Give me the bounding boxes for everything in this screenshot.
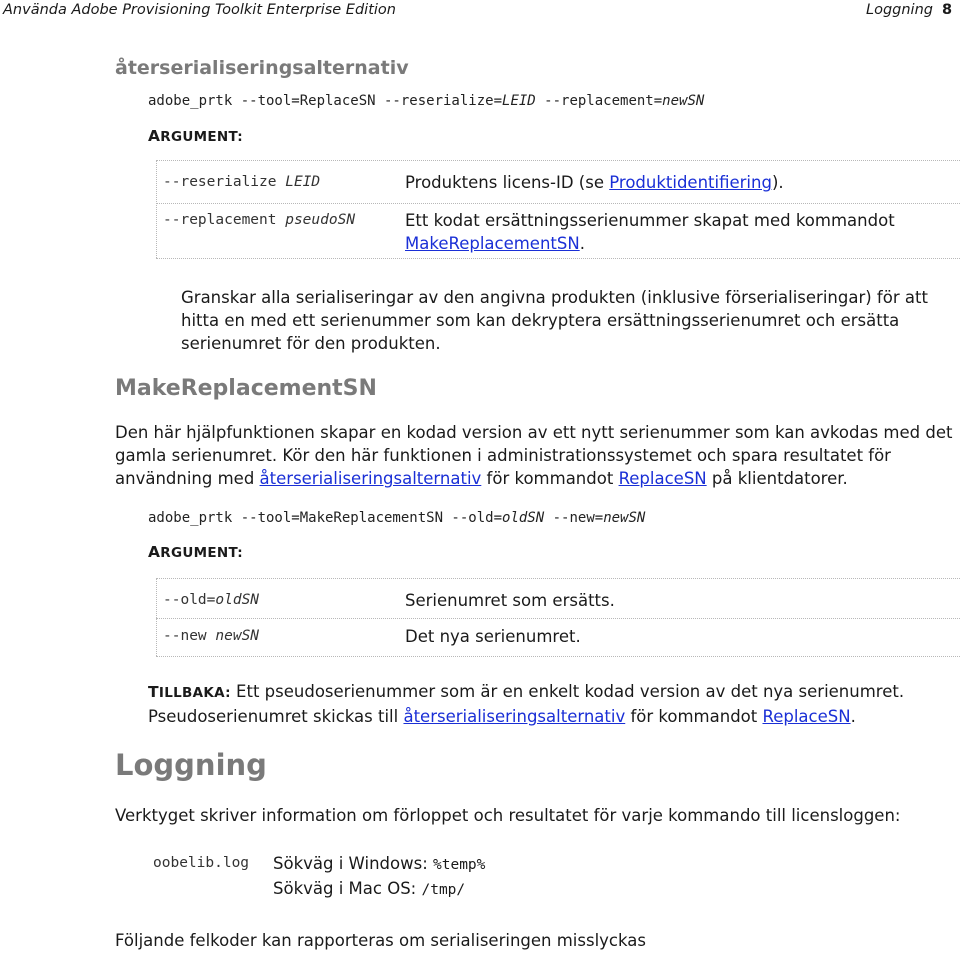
table-rule — [156, 618, 960, 619]
reserialize-heading: återserialiseringsalternativ — [115, 57, 409, 79]
table-divider — [156, 160, 157, 258]
table-divider — [156, 578, 157, 656]
link-reserialize-option[interactable]: återserialiseringsalternativ — [403, 707, 626, 726]
arg-description: Produktens licens-ID (se Produktidentifiering). — [405, 173, 784, 192]
arg-description: Det nya serienumret. — [405, 627, 581, 646]
arguments-label: ARGUMENT: — [148, 127, 243, 145]
link-produktidentifiering[interactable]: Produktidentifiering — [609, 173, 772, 192]
log-file-name: oobelib.log — [153, 855, 250, 871]
arg-flag: --new newSN — [163, 628, 260, 644]
make-replacement-command: adobe_prtk --tool=MakeReplacementSN --old=oldSN --new=newSN — [148, 510, 646, 526]
logging-heading: Loggning — [115, 748, 267, 782]
reserialize-description: Granskar alla serialiseringar av den angivna produkten (inklusive förserialiseringar) för att hitta en med ett serienummer som kan dekryptera ersättningsserienumret och ersätta serienumret för den produkten. — [181, 288, 928, 353]
logging-intro: Verktyget skriver information om förloppet och resultatet för varje kommando till licensloggen: — [115, 806, 901, 825]
arg-flag: --reserialize LEID — [163, 174, 321, 190]
arg-description: Ett kodat ersättningsserienummer skapat med kommandot MakeReplacementSN. — [405, 211, 895, 253]
log-paths: Sökväg i Windows: %temp% Sökväg i Mac OS: /tmp/ — [273, 854, 486, 898]
section-name: Loggning — [866, 2, 933, 18]
make-replacement-heading: MakeReplacementSN — [115, 376, 377, 401]
link-makereplacementsn[interactable]: MakeReplacementSN — [405, 234, 580, 253]
arg-flag: --old=oldSN — [163, 592, 260, 608]
arg-flag: --replacement pseudoSN — [163, 212, 356, 228]
table-rule — [156, 258, 960, 259]
table-rule — [156, 160, 960, 161]
document-title: Använda Adobe Provisioning Toolkit Enterprise Edition — [3, 2, 396, 18]
table-rule — [156, 656, 960, 657]
arguments-label: ARGUMENT: — [148, 543, 243, 561]
arg-description: Serienumret som ersätts. — [405, 591, 615, 610]
link-replacesn[interactable]: ReplaceSN — [618, 469, 707, 488]
reserialize-command: adobe_prtk --tool=ReplaceSN --reserialize=LEID --replacement=newSN — [148, 93, 705, 109]
page-number: 8 — [942, 2, 953, 18]
link-reserialize-option[interactable]: återserialiseringsalternativ — [259, 469, 482, 488]
error-codes-intro: Följande felkoder kan rapporteras om serialiseringen misslyckas — [115, 931, 646, 950]
link-replacesn[interactable]: ReplaceSN — [762, 707, 851, 726]
table-rule — [156, 578, 960, 579]
return-value: TILLBAKA: Ett pseudoserienummer som är en enkelt kodad version av det nya serienumret. Pseudoserienumret skickas till återserialiseringsalternativ för kommandot ReplaceSN. — [148, 682, 905, 726]
make-replacement-paragraph: Den här hjälpfunktionen skapar en kodad version av ett nytt serienummer som kan avkodas med det gamla serienumret. Kör den här funktionen i administrationssystemet och spara resultatet för användning med återserialiseringsalternativ för kommandot ReplaceSN på klientdatorer. — [115, 423, 953, 488]
table-rule — [156, 203, 960, 204]
